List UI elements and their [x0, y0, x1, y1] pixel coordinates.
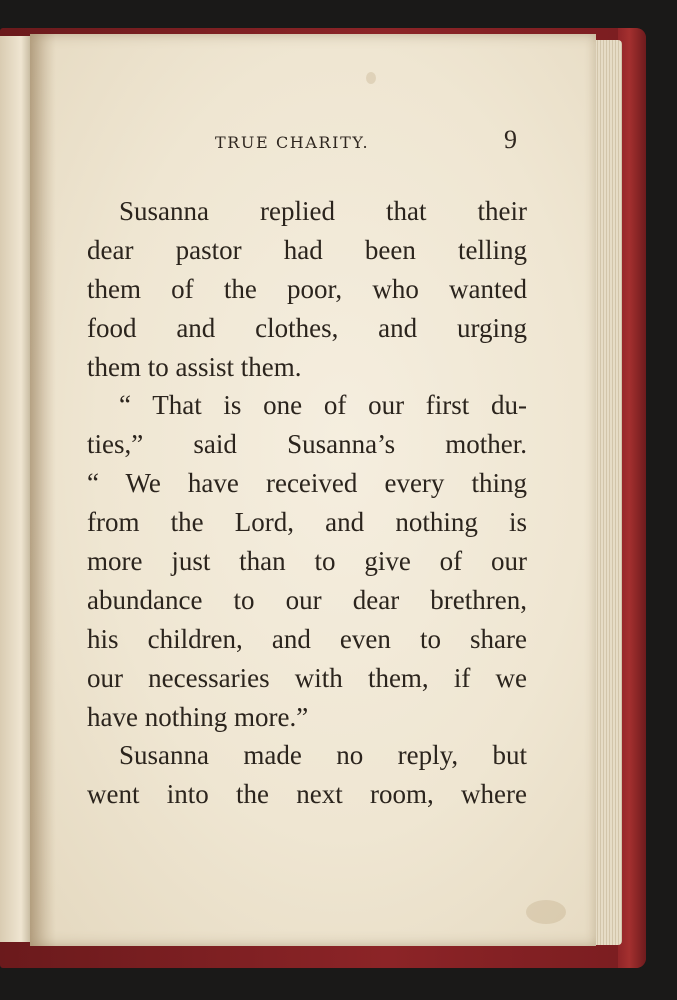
- facing-page-edge: [0, 36, 30, 942]
- text-line: went into the next room, where: [87, 779, 527, 810]
- paper-stain: [526, 900, 566, 924]
- text-line: from the Lord, and nothing is: [87, 507, 527, 538]
- gutter-shadow: [30, 34, 56, 946]
- book-page: [30, 34, 596, 946]
- body-text: [87, 192, 527, 814]
- text-line: dear pastor had been telling: [87, 234, 527, 265]
- text-line: food and clothes, and urging: [87, 312, 527, 343]
- text-line: them to assist them.: [87, 351, 302, 382]
- text-line: have nothing more.”: [87, 701, 309, 732]
- paper-stain: [366, 72, 376, 84]
- text-line: “ We have received every thing: [87, 468, 527, 499]
- text-line: Susanna replied that their: [119, 196, 527, 226]
- text-line: abundance to our dear brethren,: [87, 584, 527, 615]
- running-head: TRUE CHARITY.: [215, 133, 370, 152]
- text-line: our necessaries with them, if we: [87, 662, 527, 693]
- text-line: “ That is one of our first du-: [119, 390, 527, 421]
- page-number: 9: [504, 125, 517, 154]
- text-line: more just than to give of our: [87, 546, 527, 577]
- text-line: them of the poor, who wanted: [87, 273, 527, 304]
- text-line: ties,” said Susanna’s mother.: [87, 429, 527, 460]
- cover-edge: [618, 28, 646, 968]
- text-line: his children, and even to share: [87, 623, 527, 654]
- text-line: Susanna made no reply, but: [119, 740, 527, 771]
